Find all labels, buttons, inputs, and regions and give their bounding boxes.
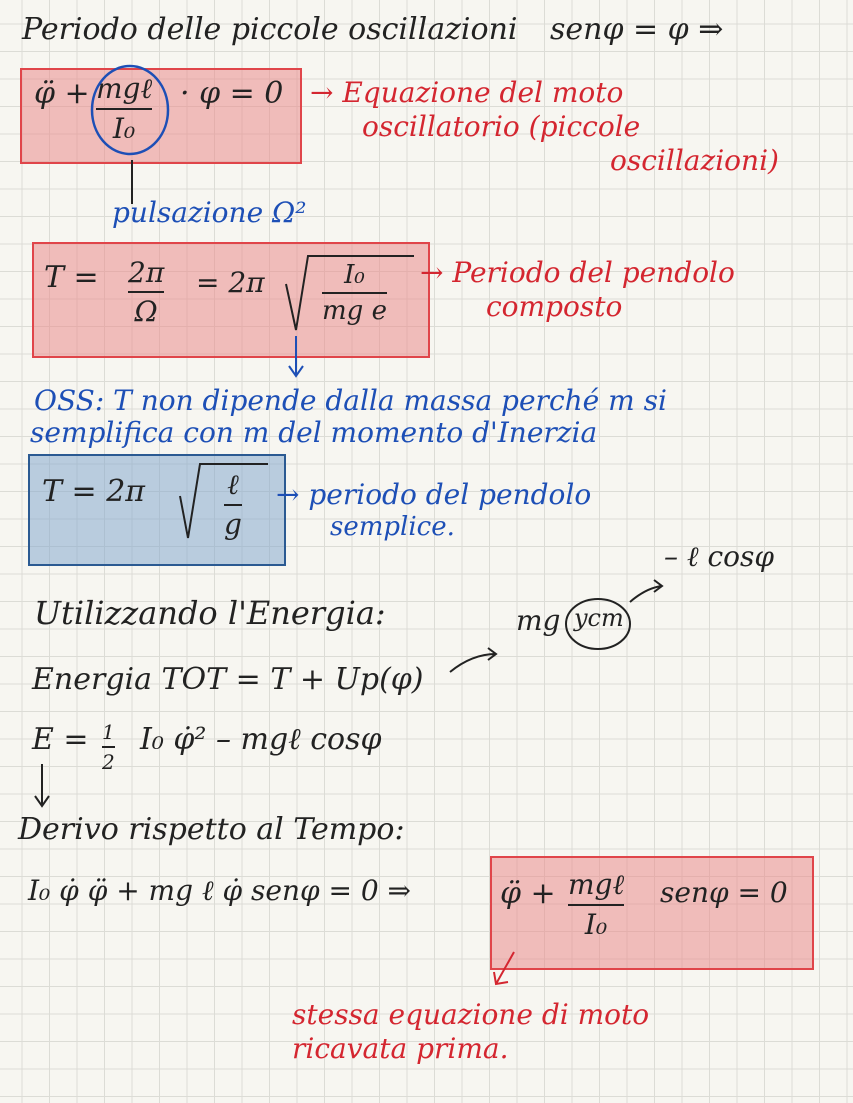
oss-line-2: semplifica con m del momento d'Inerzia [30,416,598,449]
eq1-annotation-2: oscillatorio (piccole [362,110,641,143]
derived-motion-box [490,856,814,970]
boxed-end: senφ = 0 [660,876,788,909]
eq1-circle-mark [88,64,178,164]
ycm-arrow [628,578,668,608]
note-arrow [490,950,520,990]
energy-arrow [448,648,508,678]
half-num: 1 [102,720,115,744]
eq2-sqrt-den: mg e [322,296,387,326]
boxed-num: mgℓ [568,868,625,901]
eq1-annotation-1: → Equazione del moto [310,76,624,109]
eq3-annotation-1: → periodo del pendolo [276,478,592,511]
ycm-circle-mark [564,596,634,652]
small-angle-condition: senφ = φ ⇒ [550,12,724,47]
eq2-sqrt-bar [322,292,387,294]
eq1-lhs-end: · φ = 0 [180,76,284,111]
eq3-sqrt-fraction [224,468,242,541]
pulsation-note: pulsazione Ω² [112,196,307,229]
mg-label: mg [516,604,561,637]
eq1-numerator: mgℓ [96,72,153,105]
eq3-sqrt-bar [224,504,242,506]
eq3-annotation-2: semplice. [330,512,455,542]
derive-intro: Derivo rispetto al Tempo: [18,812,405,847]
eq2-annotation-1: → Periodo del pendolo [420,256,735,289]
oss-line-1: OSS: T non dipende dalla massa perché m si [34,384,667,417]
eq2-frac-num: 2π [128,256,165,289]
neg-l-cos-label: – ℓ cosφ [664,540,774,573]
eq3-lhs: T = 2π [42,474,146,509]
ycm-label: ycm [574,604,624,632]
boxed-fraction [568,868,624,941]
boxed-den: I₀ [584,908,608,941]
eq2-fraction-2pi-omega [128,256,164,328]
boxed-bar [568,904,624,906]
eq2-frac-bar [128,291,164,293]
eq3-sqrt-den: g [224,508,242,541]
note-line-1: stessa equazione di moto [292,998,650,1031]
eq2-sqrt-fraction [322,260,387,326]
energy-intro: Utilizzando l'Energia: [34,594,386,632]
eq2-T: T = [44,260,99,295]
eq1-lhs-start: φ̈ + [34,76,90,111]
eq2-mid: = 2π [196,266,265,299]
derive-equation-left: I₀ φ̇ φ̈ + mg ℓ φ̇ senφ = 0 ⇒ [28,874,412,907]
half-bar [102,746,115,748]
energy-e-rhs: I₀ φ̇² – mgℓ cosφ [140,722,382,757]
energy-e-lhs: E = [32,722,89,757]
eq2-sqrt-num: I₀ [344,260,365,290]
half-den: 2 [102,750,115,774]
energy-total-equation: Energia TOT = T + Up(φ) [32,662,424,697]
eq1-annotation-3: oscillazioni) [610,144,779,177]
eq2-down-arrow [286,336,306,380]
page-title: Periodo delle piccole oscillazioni [22,12,518,47]
note-line-2: ricavata prima. [292,1032,509,1065]
eq3-sqrt-num: ℓ [227,468,239,501]
eq2-annotation-2: composto [486,290,623,323]
eq2-frac-den: Ω [134,295,158,328]
boxed-start: φ̈ + [500,876,556,911]
energy-down-arrow [32,764,52,810]
eq1-denominator: I₀ [112,112,136,145]
energy-half-fraction [102,720,115,774]
